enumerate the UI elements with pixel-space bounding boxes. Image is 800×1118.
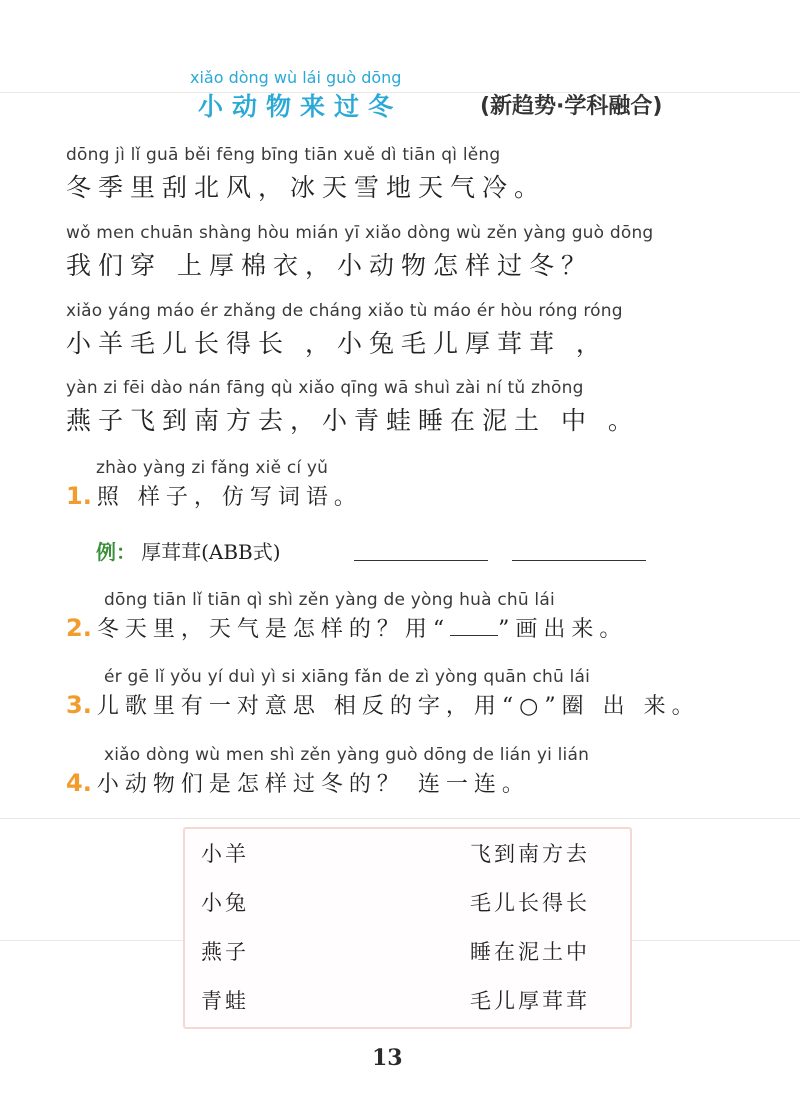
question-3-text: 儿歌里有一对意思 相反的字，用“○”圈 出 来。	[96, 694, 700, 719]
poem-line-2: 我们穿 上厚棉衣，小动物怎样过冬？	[66, 251, 593, 280]
question-2	[66, 612, 627, 643]
page-title: 小动物来过冬	[198, 92, 403, 121]
match-right-item[interactable]: 睡在泥土中	[470, 940, 590, 964]
question-4-pinyin: xiǎo dòng wù men shì zěn yàng guò dōng de lián yi lián	[104, 745, 590, 765]
poem-pinyin-1: dōng jì lǐ guā běi fēng bīng tiān xuě dì tiān qì lěng	[66, 145, 501, 165]
example-row	[96, 536, 281, 565]
question-4	[66, 767, 530, 798]
question-2-text-end: ”画出来。	[498, 617, 628, 642]
page-rule	[0, 818, 800, 819]
match-right-item[interactable]: 飞到南方去	[470, 842, 590, 866]
example-text: 厚茸茸(ABB式)	[141, 540, 281, 564]
answer-blank-1[interactable]	[354, 560, 488, 561]
poem-line-3: 小羊毛儿长得长 ，小兔毛儿厚茸茸 ，	[66, 329, 608, 358]
poem-pinyin-2: wǒ men chuān shàng hòu mián yī xiǎo dòng wù zěn yàng guò dōng	[66, 223, 654, 243]
page-subtitle: (新趋势·学科融合)	[480, 94, 663, 119]
draw-blank[interactable]	[450, 613, 498, 636]
question-2-number: 2.	[66, 614, 92, 642]
question-4-text: 小动物们是怎样过冬的？ 连一连。	[96, 772, 530, 797]
match-left-item[interactable]: 青蛙	[201, 989, 249, 1013]
poem-pinyin-3: xiǎo yáng máo ér zhǎng de cháng xiǎo tù máo ér hòu róng róng	[66, 301, 623, 321]
example-label: 例：	[96, 540, 136, 564]
question-1-text: 照 样子，仿写词语。	[96, 485, 362, 510]
question-2-text-start: 冬天里，天气是怎样的？用“	[96, 617, 451, 642]
question-3-pinyin: ér gē lǐ yǒu yí duì yì si xiāng fǎn de zì yòng quān chū lái	[104, 667, 591, 687]
match-left-item[interactable]: 燕子	[201, 940, 249, 964]
match-left-item[interactable]: 小兔	[201, 891, 249, 915]
question-3	[66, 689, 700, 720]
poem-line-4: 燕子飞到南方去，小青蛙睡在泥土 中 。	[66, 406, 640, 435]
page-number: 13	[372, 1045, 403, 1071]
match-left-item[interactable]: 小羊	[201, 842, 249, 866]
question-2-pinyin: dōng tiān lǐ tiān qì shì zěn yàng de yòng huà chū lái	[104, 590, 555, 610]
question-1	[66, 480, 362, 511]
match-right-item[interactable]: 毛儿长得长	[470, 891, 590, 915]
poem-pinyin-4: yàn zi fēi dào nán fāng qù xiǎo qīng wā shuì zài ní tǔ zhōng	[66, 378, 584, 398]
poem-line-1: 冬季里刮北风，冰天雪地天气冷。	[66, 173, 547, 202]
question-1-pinyin: zhào yàng zi fǎng xiě cí yǔ	[96, 458, 329, 478]
question-4-number: 4.	[66, 769, 92, 797]
answer-blank-2[interactable]	[512, 560, 646, 561]
match-right-item[interactable]: 毛儿厚茸茸	[470, 989, 590, 1013]
title-pinyin: xiǎo dòng wù lái guò dōng	[190, 68, 402, 87]
question-3-number: 3.	[66, 691, 92, 719]
question-1-number: 1.	[66, 482, 92, 510]
